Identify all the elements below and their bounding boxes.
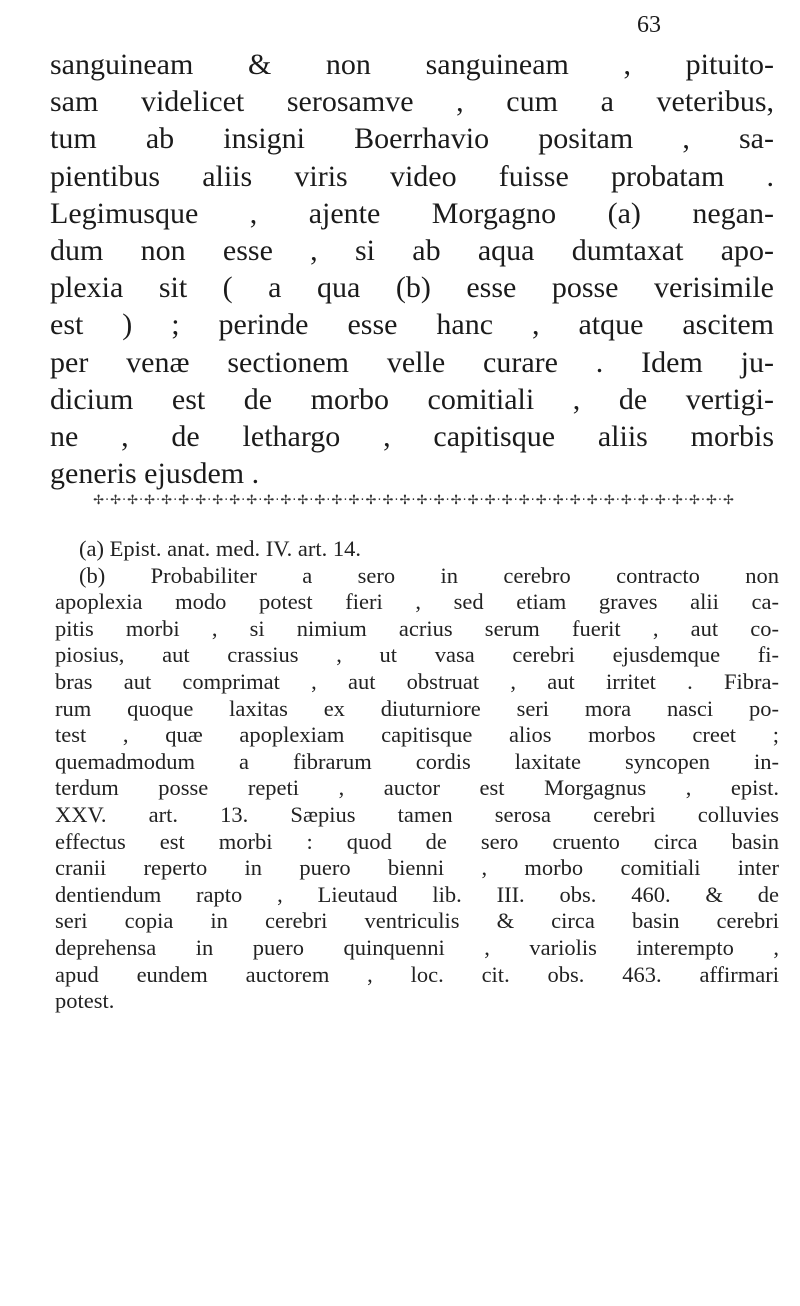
footnote-line: terdum posse repeti , auctor est Morgagnus , epist.: [55, 775, 779, 801]
footnote-line: quemadmodum a fibrarum cordis laxitate syncopen in-: [55, 748, 779, 774]
main-text-line: Legimusque , ajente Morgagno (a) negan-: [50, 196, 774, 230]
main-text-line: est ) ; perinde esse hanc , atque ascitem: [50, 308, 774, 342]
main-text-line: sam videlicet serosamve , cum a veteribus,: [50, 85, 774, 119]
footnote-line: apoplexia modo potest fieri , sed etiam graves alii ca-: [55, 589, 779, 615]
footnote-line: pitis morbi , si nimium acrius serum fuerit , aut co-: [55, 615, 779, 641]
main-text-line: dum non esse , si ab aqua dumtaxat apo-: [50, 234, 774, 268]
footnotes: [55, 536, 779, 1015]
footnote-line: cranii reperto in puero bienni , morbo comitiali inter: [55, 855, 779, 881]
main-paragraph: [50, 46, 774, 492]
footnote-line: rum quoque laxitas ex diuturniore seri mora nasci po-: [55, 695, 779, 721]
footnote-line: seri copia in cerebri ventriculis & circa basin cerebri: [55, 908, 779, 934]
main-text-line: sanguineam & non sanguineam , pituito-: [50, 48, 774, 81]
main-text-line: dicium est de morbo comitiali , de vertigi-: [50, 382, 774, 416]
footnote-line: (a) Epist. anat. med. IV. art. 14.: [79, 536, 362, 561]
footnote-line: bras aut comprimat , aut obstruat , aut irritet . Fibra-: [55, 668, 779, 694]
page-number: 63: [637, 12, 661, 38]
footnote-line: test , quæ apoplexiam capitisque alios morbos creet ;: [55, 722, 779, 748]
footnote-line: potest.: [55, 988, 115, 1014]
main-text-line: ne , de lethargo , capitisque aliis morbis: [50, 420, 774, 454]
main-text-line: plexia sit ( a qua (b) esse posse verisimile: [50, 271, 774, 305]
footnote-line: XXV. art. 13. Sæpius tamen serosa cerebri colluvies: [55, 801, 779, 827]
main-text-line: tum ab insigni Boerrhavio positam , sa-: [50, 122, 774, 156]
footnote-line: deprehensa in puero quinquenni , variolis interempto ,: [55, 934, 779, 960]
main-text-line: generis ejusdem .: [50, 457, 260, 491]
main-text-line: per venæ sectionem velle curare . Idem ju-: [50, 345, 774, 379]
ornamental-divider: ✢·✢·✢·✢·✢·✢·✢·✢·✢·✢·✢·✢·✢·✢·✢·✢·✢·✢·✢·✢·✢·✢·✢·✢·✢·✢·✢·✢·✢·✢·✢·✢·✢·✢·✢·✢·✢·✢: [93, 493, 735, 508]
footnote-line: (b) Probabiliter a sero in cerebro contracto non: [79, 562, 779, 588]
footnote-line: dentiendum rapto , Lieutaud lib. III. obs. 460. & de: [55, 881, 779, 907]
footnote-line: apud eundem auctorem , loc. cit. obs. 463. affirmari: [55, 961, 779, 987]
footnote-line: piosius, aut crassius , ut vasa cerebri ejusdemque fi-: [55, 642, 779, 668]
main-text-line: pientibus aliis viris video fuisse probatam .: [50, 159, 774, 193]
footnote-line: effectus est morbi : quod de sero cruento circa basin: [55, 828, 779, 854]
